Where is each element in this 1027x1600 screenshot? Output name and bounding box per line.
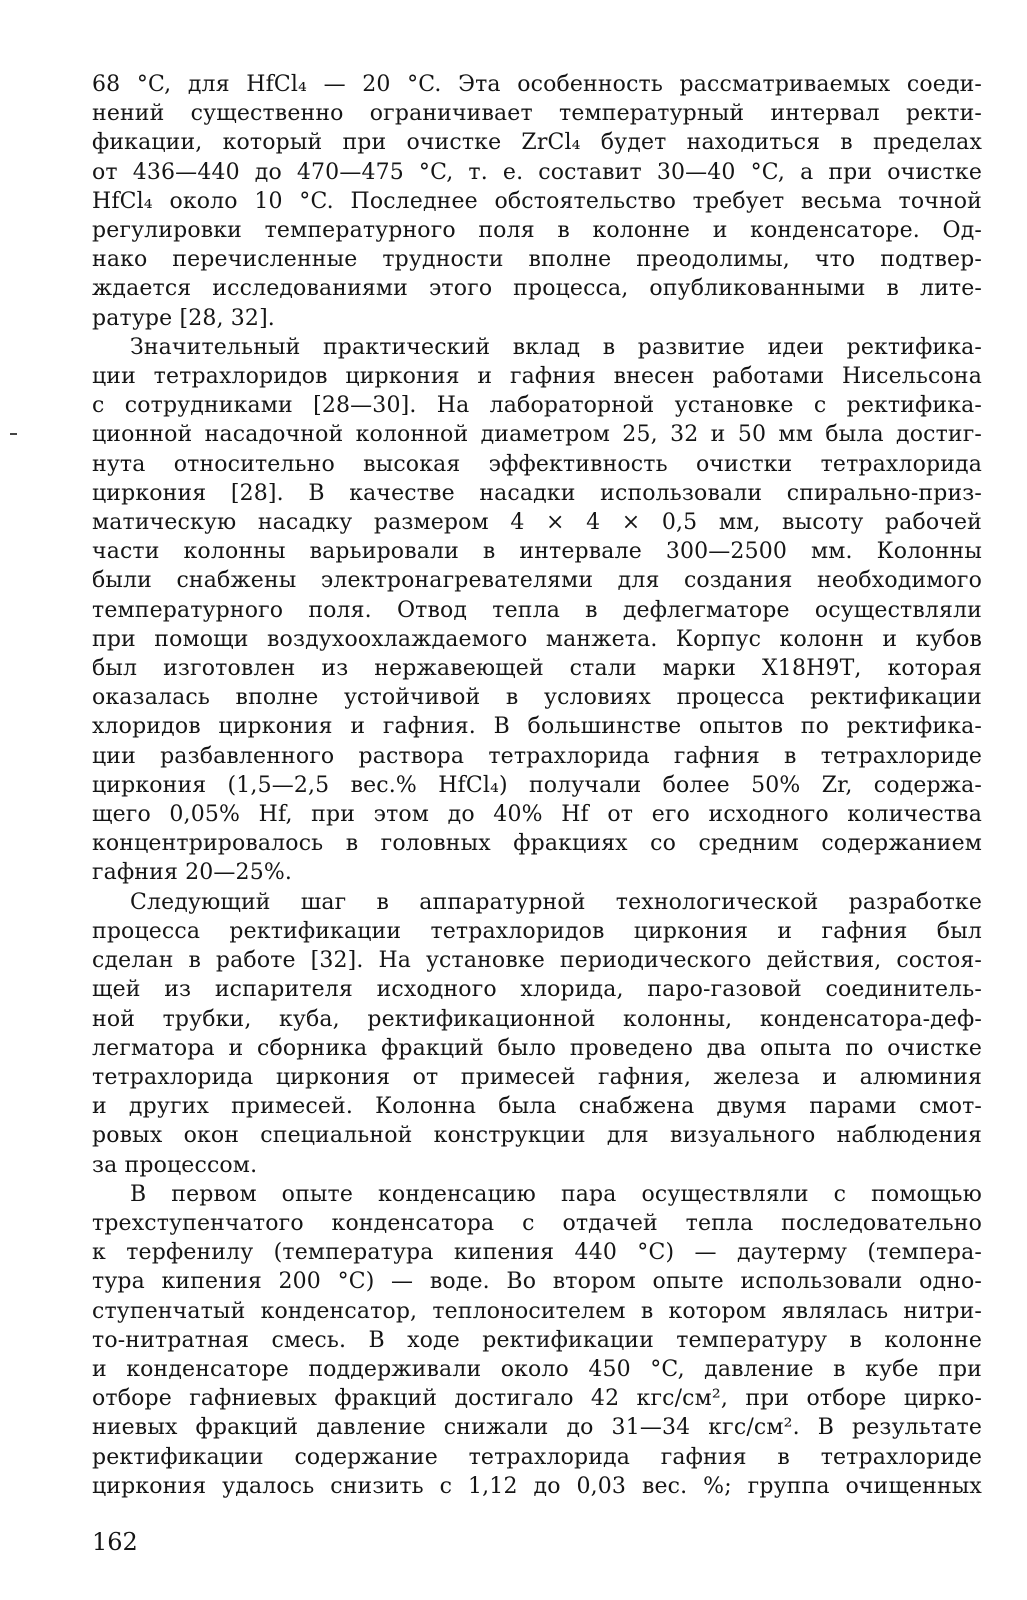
text-line: ровых окон специальной конструкции для визуального наблюдения — [92, 1123, 982, 1149]
text-line: нако перечисленные трудности вполне преодолимы, что подтвер- — [92, 247, 982, 273]
page-number: 162 — [92, 1528, 138, 1556]
text-line: с сотрудниками [28—30]. На лабораторной установке с ректифика- — [92, 393, 982, 419]
text-line: ниевых фракций давление снижали до 31—34 кгс/см². В результате — [92, 1415, 982, 1441]
text-line: ции разбавленного раствора тетрахлорида гафния в тетрахлориде — [92, 743, 982, 769]
text-line: щего 0,05% Hf, при этом до 40% Hf от его исходного количества — [92, 802, 982, 828]
text-line: ректификации содержание тетрахлорида гафния в тетрахлориде — [92, 1444, 982, 1470]
text-line: В первом опыте конденсацию пара осуществляли с помощью — [130, 1181, 982, 1207]
text-line: ционной насадочной колонной диаметром 25, 32 и 50 мм была достиг- — [92, 422, 982, 448]
text-line: температурного поля. Отвод тепла в дефлегматоре осуществляли — [92, 597, 982, 623]
text-line: гафния 20—25%. — [92, 860, 293, 886]
text-line: и конденсаторе поддерживали около 450 °C, давление в кубе при — [92, 1356, 982, 1382]
text-line: циркония (1,5—2,5 вес.% HfCl₄) получали более 50% Zr, содержа- — [92, 772, 982, 798]
text-line: циркония удалось снизить с 1,12 до 0,03 вес. %; группа очищенных — [92, 1473, 982, 1499]
text-line: Значительный практический вклад в развитие идеи ректифика- — [130, 334, 982, 360]
text-line: регулировки температурного поля в колонне и конденсаторе. Од- — [92, 218, 982, 244]
text-line: отборе гафниевых фракций достигало 42 кгс/см², при отборе цирко- — [92, 1386, 982, 1412]
text-line: нута относительно высокая эффективность очистки тетрахлорида — [92, 451, 982, 477]
paragraph-4 — [92, 1180, 982, 1501]
text-line: концентрировалось в головных фракциях со средним содержанием — [92, 831, 982, 857]
body-text — [92, 70, 982, 1501]
text-line: матическую насадку размером 4 × 4 × 0,5 мм, высоту рабочей — [92, 510, 982, 536]
paragraph-3 — [92, 888, 982, 1180]
text-line: фикации, который при очистке ZrCl₄ будет находиться в пределах — [92, 130, 982, 156]
text-line: были снабжены электронагревателями для создания необходимого — [92, 568, 982, 594]
text-line: и других примесей. Колонна была снабжена двумя парами смот- — [92, 1094, 982, 1120]
text-line: ной трубки, куба, ректификационной колонны, конденсатора-деф- — [92, 1006, 982, 1032]
text-line: трехступенчатого конденсатора с отдачей тепла последовательно — [92, 1210, 982, 1236]
text-line: тура кипения 200 °C) — воде. Во втором опыте использовали одно- — [92, 1269, 982, 1295]
text-line: ступенчатый конденсатор, теплоносителем в котором являлась нитри- — [92, 1298, 982, 1324]
text-line: то-нитратная смесь. В ходе ректификации температуру в колонне — [92, 1327, 982, 1353]
text-line: был изготовлен из нержавеющей стали марки Х18Н9Т, которая — [92, 656, 982, 682]
text-line: от 436—440 до 470—475 °C, т. е. составит 30—40 °C, а при очистке — [92, 159, 982, 185]
text-line: щей из испарителя исходного хлорида, паро-газовой соединитель- — [92, 977, 982, 1003]
text-line: Следующий шаг в аппаратурной технологической разработке — [130, 889, 982, 915]
paragraph-1 — [92, 70, 982, 333]
text-line: части колонны варьировали в интервале 300—2500 мм. Колонны — [92, 539, 982, 565]
text-line: ции тетрахлоридов циркония и гафния внесен работами Нисельсона — [92, 364, 982, 390]
text-line: хлоридов циркония и гафния. В большинстве опытов по ректифика- — [92, 714, 982, 740]
text-line: нений существенно ограничивает температурный интервал ректи- — [92, 101, 982, 127]
text-line: HfCl₄ около 10 °C. Последнее обстоятельство требует весьма точной — [92, 188, 982, 214]
paragraph-2 — [92, 333, 982, 888]
text-line: процесса ректификации тетрахлоридов циркония и гафния был — [92, 918, 982, 944]
text-line: за процессом. — [92, 1152, 258, 1178]
text-line: сделан в работе [32]. На установке периодического действия, состоя- — [92, 948, 982, 974]
text-line: ждается исследованиями этого процесса, опубликованными в лите- — [92, 276, 982, 302]
text-line: 68 °C, для HfCl₄ — 20 °C. Эта особенность рассматриваемых соеди- — [92, 72, 982, 97]
text-line: оказалась вполне устойчивой в условиях процесса ректификации — [92, 685, 982, 711]
text-line: циркония [28]. В качестве насадки использовали спирально-приз- — [92, 480, 982, 506]
margin-mark — [10, 433, 17, 435]
text-line: к терфенилу (температура кипения 440 °C) — даутерму (темпера- — [92, 1240, 982, 1266]
text-line: при помощи воздухоохлаждаемого манжета. Корпус колонн и кубов — [92, 626, 982, 652]
text-line: ратуре [28, 32]. — [92, 305, 275, 331]
text-line: легматора и сборника фракций было проведено два опыта по очистке — [92, 1035, 982, 1061]
text-line: тетрахлорида циркония от примесей гафния, железа и алюминия — [92, 1064, 982, 1090]
